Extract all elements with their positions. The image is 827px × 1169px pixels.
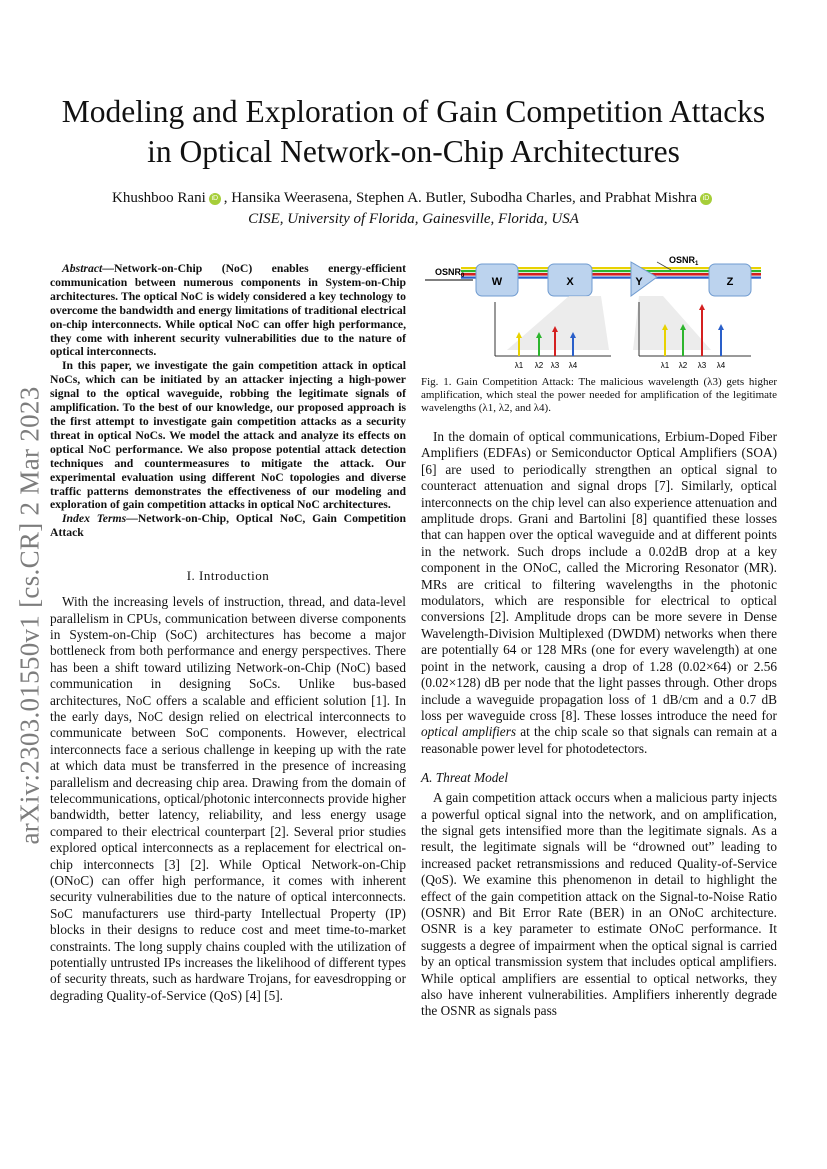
index-terms-label: Index Terms bbox=[62, 512, 127, 526]
left-l4-label: λ4 bbox=[568, 361, 578, 370]
left-l3-label: λ3 bbox=[550, 361, 560, 370]
abstract-p2: In this paper, we investigate the gain competition attack in optical NoCs, which can be initiated by an attacker injecting a high-power signal to the optical waveguide, robbing the legitimate signals of amplification. To the best of our knowledge, our proposed approach is the first attempt to investigate gain competition attacks as a security threat in optical NoCs. We model the attack and analyze its effects on optical NoC performance. We also propose potential attack detection techniques and countermeasures to mitigate the attack. Our experimental evaluation using different NoC topologies and diverse traffic patterns demonstrates the effectiveness of our modeling and exploration of gain competition attacks in optical NoC architectures. bbox=[50, 359, 406, 512]
threat-model-paragraph: A gain competition attack occurs when a malicious party injects a powerful optical signal into the network, and on amplification, the signal gets intensified more than the legitimate signals. As a result, the legitimate signals will be “drowned out” leading to increased packet retransmissions and reduced Quality-of-Service (QoS). We examine this phenomenon in detail to highlight the effect of the gain competition attack on the Signal-to-Noise Ratio (OSNR) and Bit Error Rate (BER) in an ONoC architecture. OSNR is a key parameter to estimate ONoC performance. It suggests a degree of impairment when the optical signal is carried by an optical transmission system that includes optical amplifiers. While optical amplifiers are essential to optical networks, they also have inherent vulnerabilities. Amplifiers inherently degrade the OSNR as signals pass bbox=[421, 790, 777, 1019]
right-l4-label: λ4 bbox=[716, 361, 726, 370]
node-x-label: X bbox=[566, 276, 574, 288]
osnr0-label bbox=[435, 267, 465, 279]
right-column bbox=[421, 252, 777, 1020]
first-author: Khushboo Rani bbox=[112, 190, 206, 206]
osnr0-sub: 0 bbox=[461, 273, 465, 279]
affiliation: CISE, University of Florida, Gainesville, Florida, USA bbox=[248, 211, 579, 227]
node-z-label: Z bbox=[726, 276, 734, 288]
spectrum-left-l1-head bbox=[516, 332, 522, 338]
left-l1-label: λ1 bbox=[514, 361, 524, 370]
zoom-wedge-left bbox=[507, 296, 609, 350]
right-l3-label: λ3 bbox=[697, 361, 707, 370]
zoom-wedge-right bbox=[633, 296, 711, 350]
figure-1-caption: Fig. 1. Gain Competition Attack: The malicious wavelength (λ3) gets higher amplification, which steal the power needed for amplification of the legitimate wavelengths (λ1, λ2, and λ4). bbox=[421, 376, 777, 414]
right-l1-label: λ1 bbox=[660, 361, 670, 370]
intro-paragraph-1: With the increasing levels of instruction, thread, and data-level parallelism in CPUs, communication between diverse components in System-on-Chip (SoC) architectures has become a major bottleneck from both performance and energy perspectives. There has been a shift toward utilizing Network-on-Chip (NoC) based communication in designing SoCs. Unlike bus-based architectures, NoC offers a scalable and efficient solution [1]. In the early days, NoC design relied on electrical interconnects to communicate between SoC components. However, electrical interconnects face a serious challenge in keeping up with the rate at which data must be transferred in the presence of increasing parallelism and decreasing chip area. Drawing from the domain of telecommunications, optical/photonic interconnects provide higher bandwidth, better latency, reliability, and less energy usage compared to their electrical counterpart [2]. Several prior studies explored optical interconnects as a replacement for electrical on-chip interconnects [3] [2]. While Optical Network-on-Chip (ONoC) can offer high performance, it comes with inherent security vulnerabilities due to the nature of optical interconnects. SoC manufacturers use third-party Intellectual Property (IP) blocks in their designs to reduce cost and meet time-to-market constraints. The long supply chains coupled with the utilization of potentially untrusted IPs increases the likelihood of different types of security threats, such as hardware Trojans, for eavesdropping or degrading Quality-of-Service (QoS) [4] [5]. bbox=[50, 594, 406, 1003]
left-column bbox=[50, 262, 406, 1004]
right-l2-label: λ2 bbox=[678, 361, 688, 370]
arxiv-identifier: arXiv:2303.01550v1 [cs.CR] 2 Mar 2023 bbox=[14, 385, 45, 845]
osnr1-sub: 1 bbox=[695, 261, 699, 267]
left-l2-label: λ2 bbox=[534, 361, 544, 370]
abstract bbox=[50, 262, 406, 512]
intro-p2-emphasis: optical amplifiers bbox=[421, 724, 517, 740]
subsection-heading-threat-model: A. Threat Model bbox=[421, 770, 509, 786]
abstract-p1: —Network-on-Chip (NoC) enables energy-efficient communication between numerous components in System-on-Chip architectures. The optical NoC is widely considered a key technology to overcome the bandwidth and energy limitations of traditional electrical on-chip interconnects. While optical NoC can offer high performance, they come with inherent security vulnerabilities due to the nature of optical interconnects. bbox=[50, 262, 406, 359]
orcid-icon[interactable]: iD bbox=[209, 193, 221, 205]
spectrum-right-l3-head bbox=[699, 304, 705, 310]
intro-p2-tail: at the chip scale so that signals can remain at a reasonable power level for photodetectors. bbox=[421, 724, 777, 756]
node-w-label: W bbox=[491, 276, 503, 288]
index-terms bbox=[50, 512, 406, 540]
osnr1-label bbox=[669, 255, 699, 267]
paper-title: Modeling and Exploration of Gain Competition Attacks in Optical Network-on-Chip Architectures bbox=[61, 94, 766, 169]
section-heading-introduction: I. Introduction bbox=[186, 568, 270, 584]
figure-1 bbox=[421, 252, 777, 372]
orcid-icon[interactable]: iD bbox=[700, 193, 712, 205]
other-authors: , Hansika Weerasena, Stephen A. Butler, Subodha Charles, and Prabhat Mishra bbox=[223, 190, 697, 206]
intro-p2-text: In the domain of optical communications, Erbium-Doped Fiber Amplifiers (EDFAs) or Semiconductor Optical Amplifiers (SOA) [6] are used to periodically strengthen an optical signal to counteract attenuation and signal drops [7]. Similarly, optical interconnects on the chip level can also experience attenuation and amplitude drops. Grani and Bartolini [8] quantified these losses that can happen over the optical waveguide and at different points in the network. Such drops include a 0.02dB drop at a key component in the ONoC, called the Microring Resonator (MR). MRs are critical to filtering wavelengths in the photonic modulators, which are responsible for electrical to optical conversions [2]. Amplitude drops can be more severe in Dense Wavelength-Division Multiplexed (DWDM) networks when there are potentially 64 or 128 MRs (one for every wavelength) at one point in the network, causing a drop of 1.28 (0.02×64) or 2.56 (0.02×128) dB per node that the light passes through. Other drops include a waveguide propagation loss of 1 dB/cm and a 0.7 dB loss per waveguide cross [8]. These losses introduce the need for bbox=[421, 429, 777, 723]
gain-competition-diagram bbox=[421, 252, 777, 372]
osnr0-text: OSNR bbox=[435, 267, 462, 277]
author-list bbox=[60, 190, 767, 207]
node-y-label: Y bbox=[635, 276, 643, 288]
intro-paragraph-2 bbox=[421, 429, 777, 757]
spectrum-right-l4-head bbox=[718, 324, 724, 330]
osnr1-text: OSNR bbox=[669, 255, 696, 265]
abstract-label: Abstract bbox=[62, 262, 103, 275]
index-terms-text: —Network-on-Chip, Optical NoC, Gain Competition Attack bbox=[50, 512, 406, 540]
